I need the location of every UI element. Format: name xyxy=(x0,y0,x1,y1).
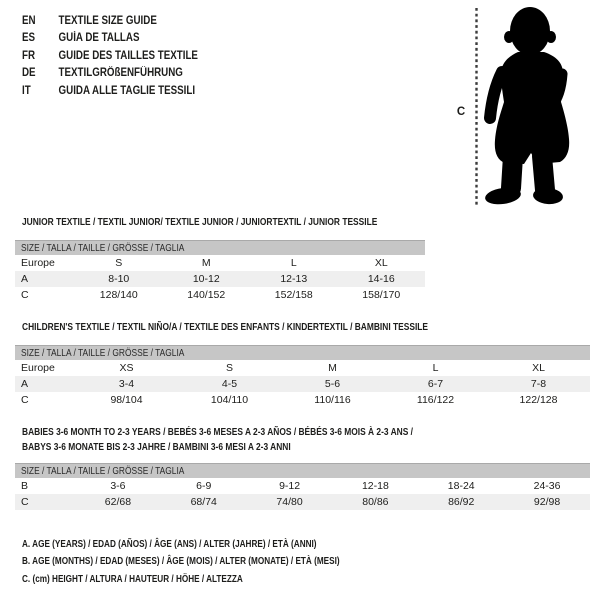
row-label: C xyxy=(21,496,29,508)
language-row xyxy=(22,30,198,48)
language-code: EN xyxy=(22,14,36,27)
table-cell: 7-8 xyxy=(530,378,547,390)
table-cell: 14-16 xyxy=(367,273,395,285)
section-title-line: CHILDREN'S TEXTILE / TEXTIL NIÑO/A / TEXTILE DES ENFANTS / KINDERTEXTIL / BAMBINI TESSILE xyxy=(22,321,429,333)
table-cell: 18-24 xyxy=(447,480,475,492)
section-title-line: BABIES 3-6 MONTH TO 2-3 YEARS / BEBÉS 3-6 MESES A 2-3 AÑOS / BÉBÉS 3-6 MOIS À 2-3 ANS / xyxy=(22,426,414,438)
babies-section-title xyxy=(22,425,511,454)
language-row xyxy=(22,47,198,65)
table-cell: S xyxy=(225,362,233,374)
size-header-label: SIZE / TALLA / TAILLE / GRÖSSE / TAGLIA xyxy=(21,465,185,477)
toddler-shape xyxy=(484,7,569,206)
legend-row: A. AGE (YEARS) / EDAD (AÑOS) / ÂGE (ANS) / ALTER (JAHRE) / ETÀ (ANNI) xyxy=(22,537,317,550)
table-cell: 86/92 xyxy=(448,496,475,508)
table-cell: 12-13 xyxy=(280,273,308,285)
table-rows xyxy=(15,255,425,303)
row-label: B xyxy=(21,480,29,492)
row-label: A xyxy=(21,378,29,390)
table-cell: 74/80 xyxy=(276,496,303,508)
junior-size-table xyxy=(15,240,425,303)
row-label: C xyxy=(21,394,29,406)
table-cell: 3-4 xyxy=(118,378,135,390)
height-measure-label: C xyxy=(456,106,466,118)
table-cell: 116/122 xyxy=(416,394,455,406)
table-cell: XL xyxy=(532,362,545,374)
size-header-label: SIZE / TALLA / TAILLE / GRÖSSE / TAGLIA xyxy=(21,347,185,359)
language-row xyxy=(22,12,198,30)
table-cell: M xyxy=(201,257,211,269)
toddler-figure xyxy=(450,0,600,212)
language-list xyxy=(22,12,229,100)
table-cell: 128/140 xyxy=(99,289,138,301)
section-title-line: JUNIOR TEXTILE / TEXTIL JUNIOR/ TEXTILE JUNIOR / JUNIORTEXTIL / JUNIOR TESSILE xyxy=(22,216,378,228)
legend-row: B. AGE (MONTHS) / EDAD (MESES) / ÂGE (MOIS) / ALTER (MONATE) / ETÀ (MESI) xyxy=(22,555,340,568)
language-code: IT xyxy=(22,84,31,97)
language-label: TEXTILGRÖßENFÜHRUNG xyxy=(58,67,183,80)
table-cell: 6-7 xyxy=(427,378,444,390)
legend-row: C. (cm) HEIGHT / ALTURA / HAUTEUR / HÖHE / ALTEZZA xyxy=(22,572,243,585)
row-label: Europe xyxy=(21,257,55,269)
table-cell: XS xyxy=(119,362,134,374)
table-cell: 8-10 xyxy=(108,273,130,285)
children-section-title xyxy=(22,320,530,335)
table-row xyxy=(15,392,590,408)
table-cell: 5-6 xyxy=(324,378,341,390)
table-cell: 10-12 xyxy=(192,273,220,285)
table-cell: 152/158 xyxy=(274,289,313,301)
table-row xyxy=(15,360,590,376)
table-cell: 110/116 xyxy=(314,394,351,406)
table-row xyxy=(15,287,425,303)
table-cell: 24-36 xyxy=(533,480,561,492)
children-size-table xyxy=(15,345,590,408)
row-label: A xyxy=(21,273,29,285)
size-header-label: SIZE / TALLA / TAILLE / GRÖSSE / TAGLIA xyxy=(21,242,185,254)
table-cell: 3-6 xyxy=(110,480,126,492)
row-label: Europe xyxy=(21,362,55,374)
table-cell: L xyxy=(432,362,439,374)
table-cell: M xyxy=(328,362,337,374)
table-cell: 12-18 xyxy=(361,480,389,492)
toddler-silhouette xyxy=(450,0,600,212)
language-label: TEXTILE SIZE GUIDE xyxy=(58,14,157,27)
language-label: GUÍA DE TALLAS xyxy=(58,32,140,45)
table-cell: S xyxy=(115,257,123,269)
language-code: FR xyxy=(22,49,36,62)
babies-size-table xyxy=(15,463,590,510)
measurement-legend xyxy=(22,535,429,588)
table-cell: 68/74 xyxy=(190,496,217,508)
table-cell: 9-12 xyxy=(279,480,301,492)
table-row xyxy=(15,478,590,494)
table-row xyxy=(15,376,590,392)
language-code: ES xyxy=(22,32,36,45)
table-cell: 62/68 xyxy=(104,496,132,508)
language-label: GUIDE DES TAILLES TEXTILE xyxy=(58,49,198,62)
size-table-header-band xyxy=(15,345,590,360)
table-cell: 98/104 xyxy=(110,394,143,406)
table-cell: 122/128 xyxy=(519,394,558,406)
junior-section-title xyxy=(22,215,466,230)
language-row xyxy=(22,65,198,83)
table-rows xyxy=(15,360,590,408)
size-table-header-band xyxy=(15,463,590,478)
table-cell: 92/98 xyxy=(533,496,561,508)
language-code: DE xyxy=(22,67,36,80)
table-cell: L xyxy=(290,257,297,269)
table-cell: 104/110 xyxy=(210,394,249,406)
table-row xyxy=(15,494,590,510)
language-row xyxy=(22,82,198,100)
size-table-header-band xyxy=(15,240,425,255)
section-title-line: BABYS 3-6 MONATE BIS 2-3 JAHRE / BAMBINI 3-6 MESI A 2-3 ANNI xyxy=(22,440,291,453)
table-row xyxy=(15,271,425,287)
table-cell: 140/152 xyxy=(187,289,226,301)
table-rows xyxy=(15,478,590,510)
table-cell: 6-9 xyxy=(196,480,212,492)
language-label: GUIDA ALLE TAGLIE TESSILI xyxy=(58,84,196,97)
table-cell: XL xyxy=(374,257,388,269)
table-row xyxy=(15,255,425,271)
row-label: C xyxy=(21,289,29,301)
table-cell: 4-5 xyxy=(221,378,238,390)
table-cell: 158/170 xyxy=(362,289,401,301)
table-cell: 80/86 xyxy=(362,496,389,508)
